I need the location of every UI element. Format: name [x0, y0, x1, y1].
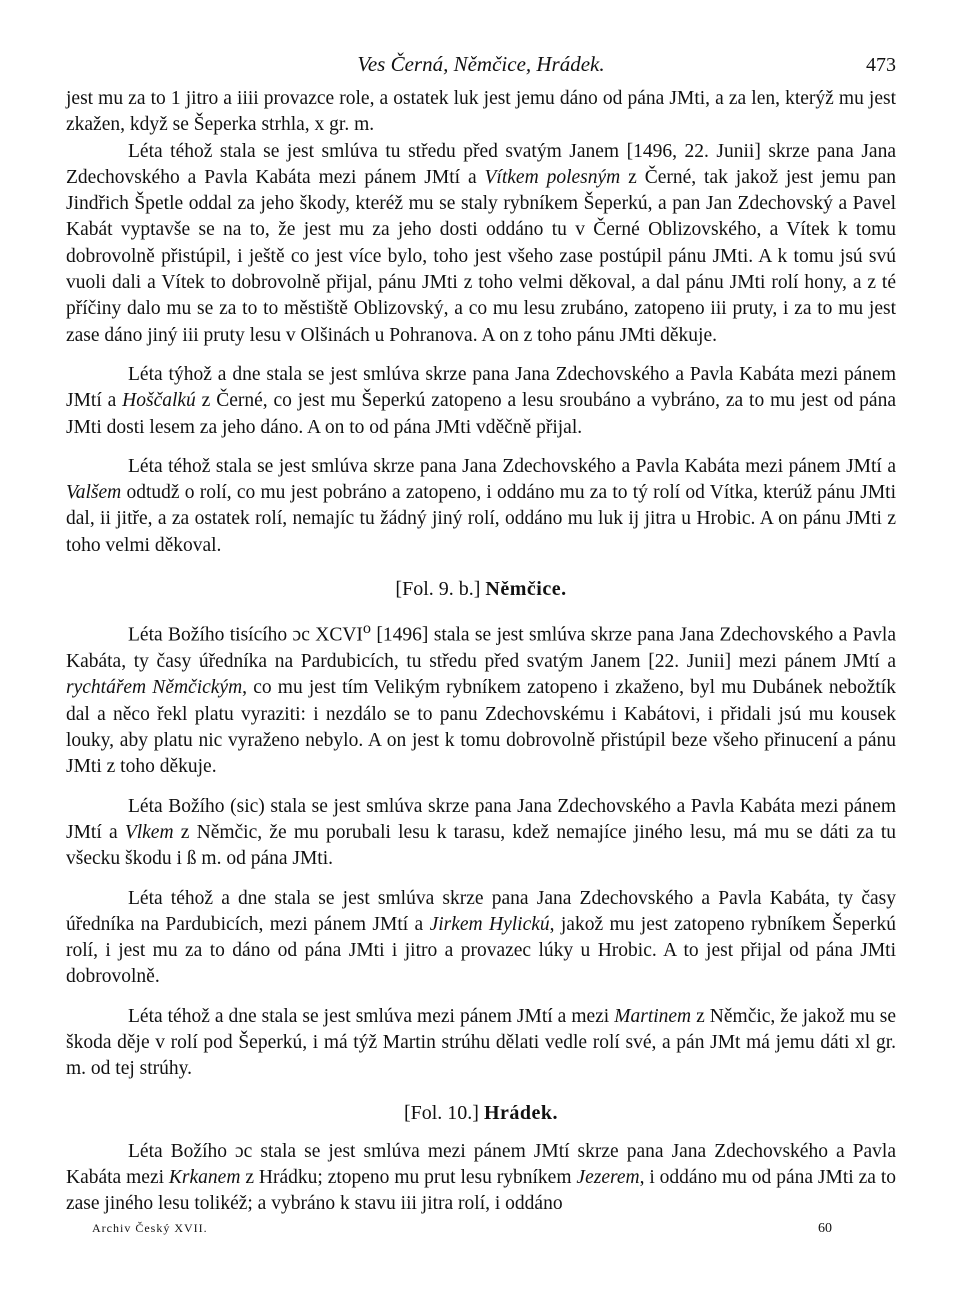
document-page [66, 46, 896, 1231]
section-title: Hrádek. [483, 1101, 559, 1124]
paragraph [66, 1004, 896, 1083]
section-heading-hradek [66, 1100, 896, 1126]
paragraph [66, 886, 896, 991]
italic-name: Martinem [614, 1005, 692, 1027]
paragraph-text: z Černé, co jest mu Šeperkú zatopeno a lesu sroubáno a vybráno, za to mu jest od pána JMti dosti lesem za jeho dáno. A on to od pána JMti vděčně přijal. [66, 390, 896, 438]
folio-reference: [Fol. 9. b.] [395, 578, 481, 601]
signature-mark: Archiv Český XVII. [92, 1221, 208, 1235]
paragraph-text: z Němčic, že jakož mu se škoda děje v rolí pod Šeperkú, i má týž Martin strúhu dělati vedle rolí své, a pán JMt má jemu dáti xl gr. m. od tej strúhy. [66, 1005, 896, 1080]
paragraph-text: Léta téhož stala se jest smlúva skrze pana Jana Zdechovského a Pavla Kabáta mezi pánem JMtí a [128, 455, 896, 477]
paragraph-text: , jakož mu jest zatopeno rybníkem Šeperkú rolí, i jest mu za to dáno od pána JMti i jitro a provazec lúky u Hrobic. A to jest přijal od pána JMti dobrovolně. [66, 913, 896, 988]
italic-name: Vlkem [124, 821, 174, 843]
paragraph [66, 86, 896, 139]
section-title: Němčice. [485, 578, 567, 601]
page-number: 473 [866, 54, 896, 76]
paragraph-text: z Hrádku; ztopeno mu prut lesu rybníkem [240, 1167, 577, 1189]
paragraph-text: z Němčic, že mu porubali lesu k tarasu, kdež nemajíce jiného lesu, má mu se dáti za tu všecku škodu i ß m. od pána JMti. [66, 821, 897, 870]
italic-name: Hoščalkú [122, 390, 196, 412]
italic-name: Jirkem Hylickú [429, 913, 550, 935]
paragraph-text: Léta Božího (sic) stala se jest smlúva skrze pana Jana Zdechovského a Pavla Kabáta mezi pánem JMtí a [66, 795, 896, 843]
paragraph [66, 615, 896, 780]
running-title: Ves Černá, Němčice, Hrádek. [357, 52, 605, 76]
italic-name: rychtářem Němčickým [66, 677, 243, 699]
paragraph-text: Léta Božího tisícího ɔc XCVI [128, 624, 363, 646]
paragraph [66, 362, 896, 441]
paragraph-text: odtudž o rolí, co mu jest pobráno a zatopeno, i oddáno mu za to tý rolí od Vítka, kterúž pánu JMti dal, ii jitře, a za ostatek rolí, nemajíc tu žádný jiný rolí, oddáno mu luk ij jitra u Hrobic. A on pánu JMti z toho velmi děkoval. [66, 482, 896, 556]
paragraph-text: Léta téhož a dne stala se jest smlúva mezi pánem JMtí a mezi [128, 1005, 615, 1027]
paragraph-text: Léta téhož a dne stala se jest smlúva skrze pana Jana Zdechovského a Pavla Kabáta, ty časy úředníka na Pardubicích, mezi pánem JMtí a [66, 887, 896, 935]
paragraph [66, 454, 896, 559]
italic-name: Jezerem [576, 1167, 640, 1189]
paragraph-text: Léta týhož a dne stala se jest smlúva skrze pana Jana Zdechovského a Pavla Kabáta mezi pánem JMtí a [66, 363, 896, 412]
superscript: o [362, 619, 372, 638]
folio-number: 60 [818, 1221, 832, 1236]
page-footer [92, 1221, 832, 1245]
paragraph [66, 794, 896, 873]
paragraph-text: Léta Božího ɔc stala se jest smlúva mezi pánem JMtí skrze pana Jana Zdechovského a Pavla Kabáta mezi [66, 1140, 896, 1189]
italic-name: Vítkem polesným [484, 166, 621, 188]
body-text [66, 86, 896, 1218]
paragraph-text: jest mu za to 1 jitro a iiii provazce role, a ostatek luk jest jemu dáno od pána JMti, a za len, kterýž mu jest zkažen, když se Šeperka strhla, x gr. m. [66, 88, 896, 136]
paragraph-text: [1496] stala se jest smlúva skrze pana Jana Zdechovského a Pavla Kabáta, ty časy úředníka na Pardubicích, tu středu před svatým Janem [22. Junii] mezi pánem JMtí a [66, 624, 896, 673]
paragraph-text: Léta téhož stala se jest smlúva tu středu před svatým Janem [1496, 22. Junii] skrze pana Jana Zdechovského a Pavla Kabáta mezi pánem JMtí a [66, 140, 896, 188]
page-header [66, 46, 896, 86]
paragraph [66, 1139, 896, 1218]
paragraph-text: z Černé, tak jakož jest jemu pan Jindřich Špetle oddal za jeho škody, kteréž mu se staly rybníkem Šeperkú, a pan Jan Zdechovský a Pavel Kabát vyptavše se na to, že jest mu za jeho dosti oddáno tu v Černé Oblizovského, a Vítek k tomu dobrovolně přistúpil, i ještě co jest více bylo, toho jest všeho zase postúpil pánu JMti. A k tomu jsú svú vuoli dali a Vítek to dobrovolně přijal, pánu JMti z toho velmi děkoval, a dal pánu JMti rolí hony, a z té příčiny dalo mu se za to to městiště Oblizovský, a co mu lesu zrubáno, zatopeno iii pruty, i za to mu jest zase dáno jiný iii pruty lesu v Olšinách u Pohranova. A on z toho pánu JMti děkuje. [66, 166, 896, 346]
italic-name: Krkanem [168, 1167, 241, 1189]
paragraph [66, 139, 896, 349]
folio-reference: [Fol. 10.] [403, 1101, 479, 1124]
paragraph-text: , i oddáno mu od pána JMti za to zase jiného lesu tolikéž; a vybráno k stavu iii jitra rolí, i oddáno [66, 1167, 896, 1215]
section-heading-nemcice [66, 576, 896, 602]
italic-name: Valšem [66, 482, 122, 504]
paragraph-text: , co mu jest tím Velikým rybníkem zatopeno i zkaženo, byl mu Dubánek nebožtík dal a něco řekl platu vyraziti: i nezdálo se to panu Zdechovskému i Kabátovi, i přidali jsú mu kousek louky, aby platu nic vyraženo nebylo. A on jest k tomu dobrovolně přistúpil beze všeho přinucení a pánu JMti z toho děkuje. [66, 677, 896, 778]
